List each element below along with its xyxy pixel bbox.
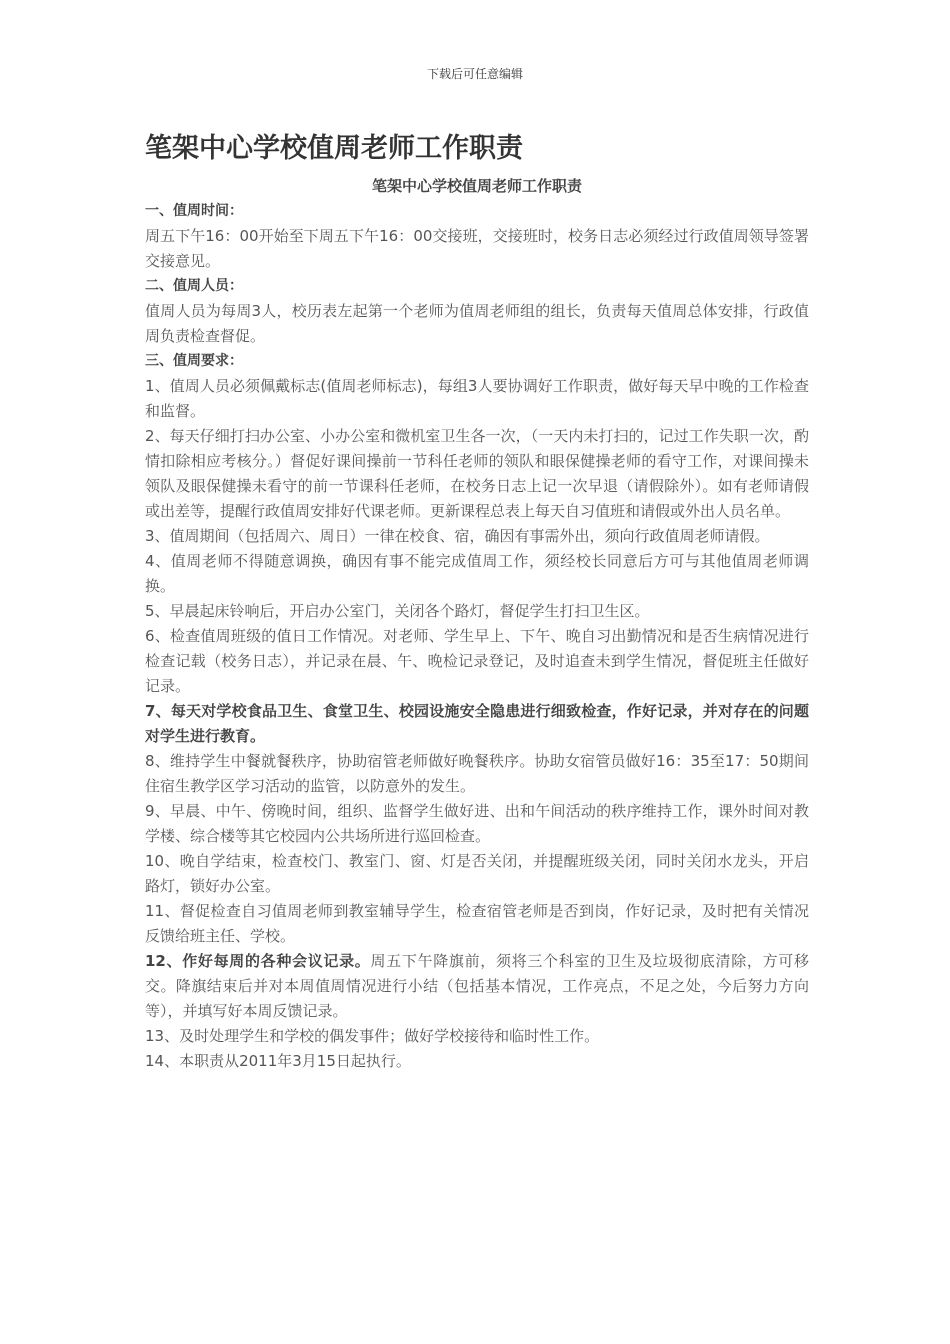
paragraph-staff: 值周人员为每周3人，校历表左起第一个老师为值周老师组的组长，负责每天值周总体安排，行政值周负责检查督促。	[145, 302, 809, 345]
requirement-item-7: 7、每天对学校食品卫生、食堂卫生、校园设施安全隐患进行细致检查，作好记录，并对存在的问题对学生进行教育。	[145, 702, 809, 745]
section-heading-staff: 二、值周人员：	[145, 278, 243, 294]
requirement-item-8: 8、维持学生中餐就餐秩序，协助宿管老师做好晚餐秩序。协助女宿管员做好16：35至17：50期间住宿生教学区学习活动的监管，以防意外的发生。	[145, 752, 809, 795]
requirement-item-10: 10、晚自学结束，检查校门、教室门、窗、灯是否关闭，并提醒班级关闭，同时关闭水龙头，开启路灯，锁好办公室。	[145, 852, 809, 895]
section-heading-time: 一、值周时间：	[145, 203, 243, 219]
document-title: 笔架中心学校值周老师工作职责	[145, 133, 523, 164]
header-note: 下载后可任意编辑	[426, 67, 523, 81]
requirement-item-3: 3、值周期间（包括周六、周日）一律在校食、宿，确因有事需外出，须向行政值周老师请假。	[145, 527, 770, 545]
requirement-item-12-rest: 周五下午降旗前，须将三个科室的卫生及垃圾彻底清除，方可移交。降旗结束后并对本周值周情况进行小结（包括基本情况，工作亮点，不足之处，今后努力方向等），并填写好本周反馈记录。	[145, 952, 809, 1020]
requirement-item-14: 14、本职责从2011年3月15日起执行。	[145, 1052, 411, 1070]
section-heading-requirements: 三、值周要求：	[145, 353, 243, 369]
requirement-item-11: 11、督促检查自习值周老师到教室辅导学生，检查宿管老师是否到岗，作好记录，及时把有关情况反馈给班主任、学校。	[145, 902, 809, 945]
document-body	[145, 174, 809, 1074]
requirement-item-13: 13、及时处理学生和学校的偶发事件；做好学校接待和临时性工作。	[145, 1027, 600, 1045]
requirement-item-12	[145, 949, 809, 1024]
requirement-item-6: 6、检查值周班级的值日工作情况。对老师、学生早上、下午、晚自习出勤情况和是否生病情况进行检查记载（校务日志），并记录在晨、午、晚检记录登记，及时追查未到学生情况，督促班主任做好记录。	[145, 627, 809, 695]
document-subtitle: 笔架中心学校值周老师工作职责	[371, 177, 582, 195]
requirement-item-12-bold: 12、作好每周的各种会议记录。	[145, 952, 371, 970]
requirement-item-1: 1、值周人员必须佩戴标志(值周老师标志)，每组3人要协调好工作职责，做好每天早中晚的工作检查和监督。	[145, 377, 809, 420]
paragraph-time: 周五下午16：00开始至下周五下午16：00交接班，交接班时，校务日志必须经过行政值周领导签署交接意见。	[145, 227, 809, 270]
requirement-item-4: 4、值周老师不得随意调换，确因有事不能完成值周工作，须经校长同意后方可与其他值周老师调换。	[145, 552, 809, 595]
requirement-item-9: 9、早晨、中午、傍晚时间，组织、监督学生做好进、出和午间活动的秩序维持工作，课外时间对教学楼、综合楼等其它校园内公共场所进行巡回检查。	[145, 802, 809, 845]
requirement-item-2: 2、每天仔细打扫办公室、小办公室和微机室卫生各一次，（一天内未打扫的，记过工作失职一次，酌情扣除相应考核分。）督促好课间操前一节科任老师的领队和眼保健操老师的看守工作，对课间操未领队及眼保健操未看守的前一节课科任老师，在校务日志上记一次早退（请假除外）。如有老师请假或出差等，提醒行政值周安排好代课老师。更新课程总表上每天自习值班和请假或外出人员名单。	[145, 427, 809, 520]
requirement-item-5: 5、早晨起床铃响后，开启办公室门，关闭各个路灯，督促学生打扫卫生区。	[145, 602, 650, 620]
